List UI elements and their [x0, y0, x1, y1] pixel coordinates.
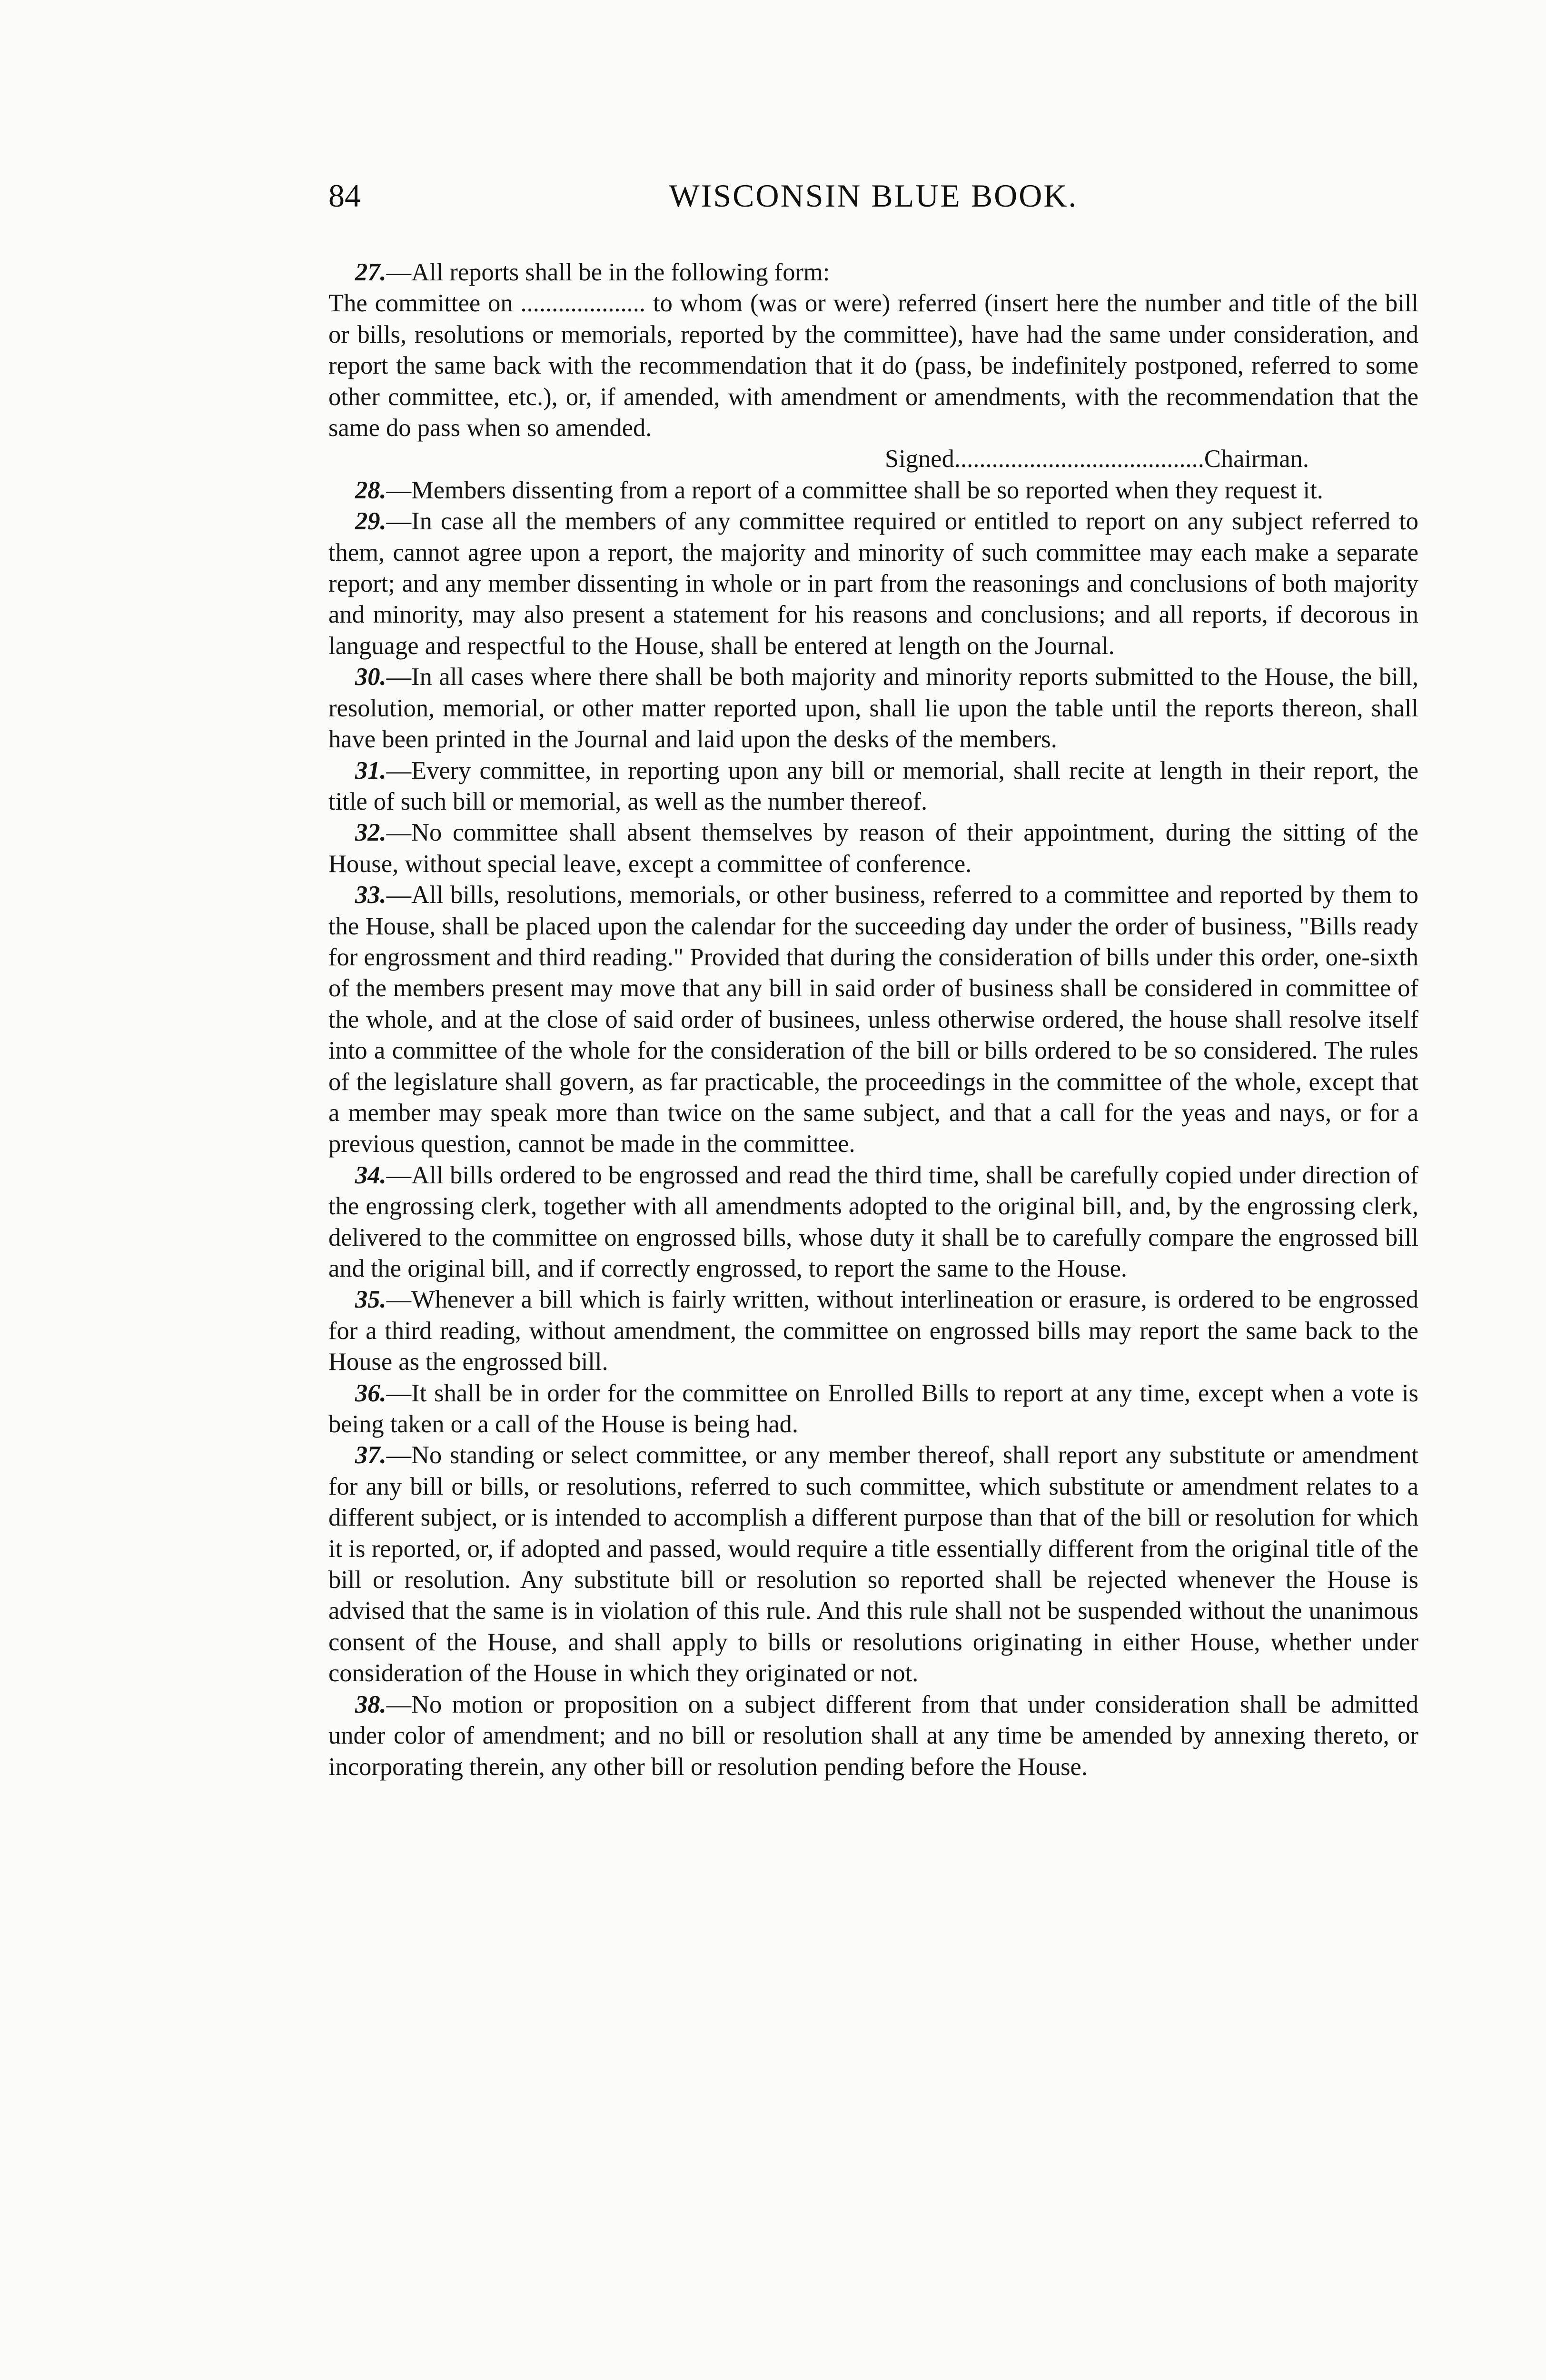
rule-38 [328, 1689, 1418, 1783]
rule-text: —All bills, resolutions, memorials, or other business, referred to a committee and reported by them to the House, shall be placed upon the calendar for the succeeding day under the order of business, "Bills ready for engrossment and third reading." Provided that during the consideration of bills under this order, one-sixth of the members present may move that any bill in said order of business shall be considered in committee of the whole, and at the close of said order of businees, unless otherwise ordered, the house shall resolve itself into a committee of the whole for the consideration of the bill or bills ordered to be so considered. The rules of the legislature shall govern, as far practicable, the proceedings in the committee of the whole, except that a member may speak more than twice on the same subject, and that a call for the yeas and nays, or for a previous question, cannot be made in the committee. [328, 881, 1418, 1158]
rule-34 [328, 1160, 1418, 1285]
report-form-template: The committee on .................... to whom (was or were) referred (insert here the number and title of the bill or bills, resolutions or memorials, reported by the committee), have had the same under consideration, and report the same back with the recommendation that it do (pass, be indefinitely postponed, referred to some other committee, etc.), or, if amended, with amendment or amendments, with the recommendation that the same do pass when so amended. [328, 289, 1418, 442]
rule-text: —No committee shall absent themselves by reason of their appointment, during the sitting of the House, without special leave, except a committee of conference. [328, 819, 1418, 878]
rule-number: 31. [355, 756, 386, 784]
rule-text: —Every committee, in reporting upon any bill or memorial, shall recite at length in their report, the title of such bill or memorial, as well as the number thereof. [328, 756, 1418, 815]
rule-35 [328, 1284, 1418, 1378]
rule-28 [328, 475, 1418, 506]
rule-number: 28. [355, 476, 386, 504]
rule-27 [328, 257, 1418, 475]
rule-text: —Members dissenting from a report of a committee shall be so reported when they request it. [386, 476, 1323, 504]
rule-number: 27. [355, 258, 386, 286]
rules-text [328, 257, 1418, 1783]
rule-number: 36. [355, 1379, 386, 1407]
rule-paragraph [328, 257, 1418, 288]
rule-number: 32. [355, 819, 386, 847]
rule-number: 33. [355, 881, 386, 909]
report-form-signature: Signed........................................Chairman. [885, 445, 1309, 473]
rule-text: —It shall be in order for the committee on Enrolled Bills to report at any time, except when a vote is being taken or a call of the House is being had. [328, 1379, 1418, 1438]
running-head [328, 177, 1418, 223]
rule-29 [328, 506, 1418, 662]
rule-text: —No standing or select committee, or any member thereof, shall report any substitute or amendment for any bill or bills, or resolutions, referred to such committee, which substitute or amendment relates to a different subject, or is intended to accomplish a different purpose than that of the bill or resolution for which it is reported, or, if adopted and passed, would require a title essentially different from the original title of the bill or resolution. Any substitute bill or resolution so reported shall be rejected whenever the House is advised that the same is in violation of this rule. And this rule shall not be suspended without the unanimous consent of the House, and shall apply to bills or resolutions originating in either House, whether under consideration of the House in which they originated or not. [328, 1441, 1418, 1687]
rule-number: 29. [355, 507, 386, 536]
rule-number: 34. [355, 1161, 386, 1189]
page-number: 84 [328, 178, 361, 214]
running-title: WISCONSIN BLUE BOOK. [669, 178, 1078, 214]
rule-text: —No motion or proposition on a subject different from that under consideration shall be admitted under color of amendment; and no bill or resolution shall at any time be amended by annexing thereto, or incorporating therein, any other bill or resolution pending before the House. [328, 1690, 1418, 1781]
rule-number: 37. [355, 1441, 386, 1469]
rule-37 [328, 1440, 1418, 1689]
rule-32 [328, 817, 1418, 880]
rule-number: 35. [355, 1286, 386, 1314]
rule-number: 38. [355, 1690, 386, 1718]
rule-text: —All reports shall be in the following form: [386, 258, 830, 286]
rule-text: —All bills ordered to be engrossed and read the third time, shall be carefully copied under direction of the engrossing clerk, together with all amendments adopted to the original bill, and, by the engrossing clerk, delivered to the committee on engrossed bills, whose duty it shall be to carefully compare the engrossed bill and the original bill, and if correctly engrossed, to report the same to the House. [328, 1161, 1418, 1282]
rule-31 [328, 755, 1418, 818]
rule-33 [328, 880, 1418, 1160]
rule-text: —Whenever a bill which is fairly written, without interlineation or erasure, is ordered to be engrossed for a third reading, without amendment, the committee on engrossed bills may report the same back to the House as the engrossed bill. [328, 1286, 1418, 1376]
rule-36 [328, 1378, 1418, 1440]
rule-text: —In case all the members of any committee required or entitled to report on any subject referred to them, cannot agree upon a report, the majority and minority of such committee may each make a separate report; and any member dissenting in whole or in part from the reasonings and conclusions of both majority and minority, may also present a statement for his reasons and conclusions; and all reports, if decorous in language and respectful to the House, shall be entered at length on the Journal. [328, 507, 1418, 660]
rule-number: 30. [355, 663, 386, 691]
rule-text: —In all cases where there shall be both majority and minority reports submitted to the House, the bill, resolution, memorial, or other matter reported upon, shall lie upon the table until the reports thereon, shall have been printed in the Journal and laid upon the desks of the members. [328, 663, 1418, 754]
rule-30 [328, 662, 1418, 755]
